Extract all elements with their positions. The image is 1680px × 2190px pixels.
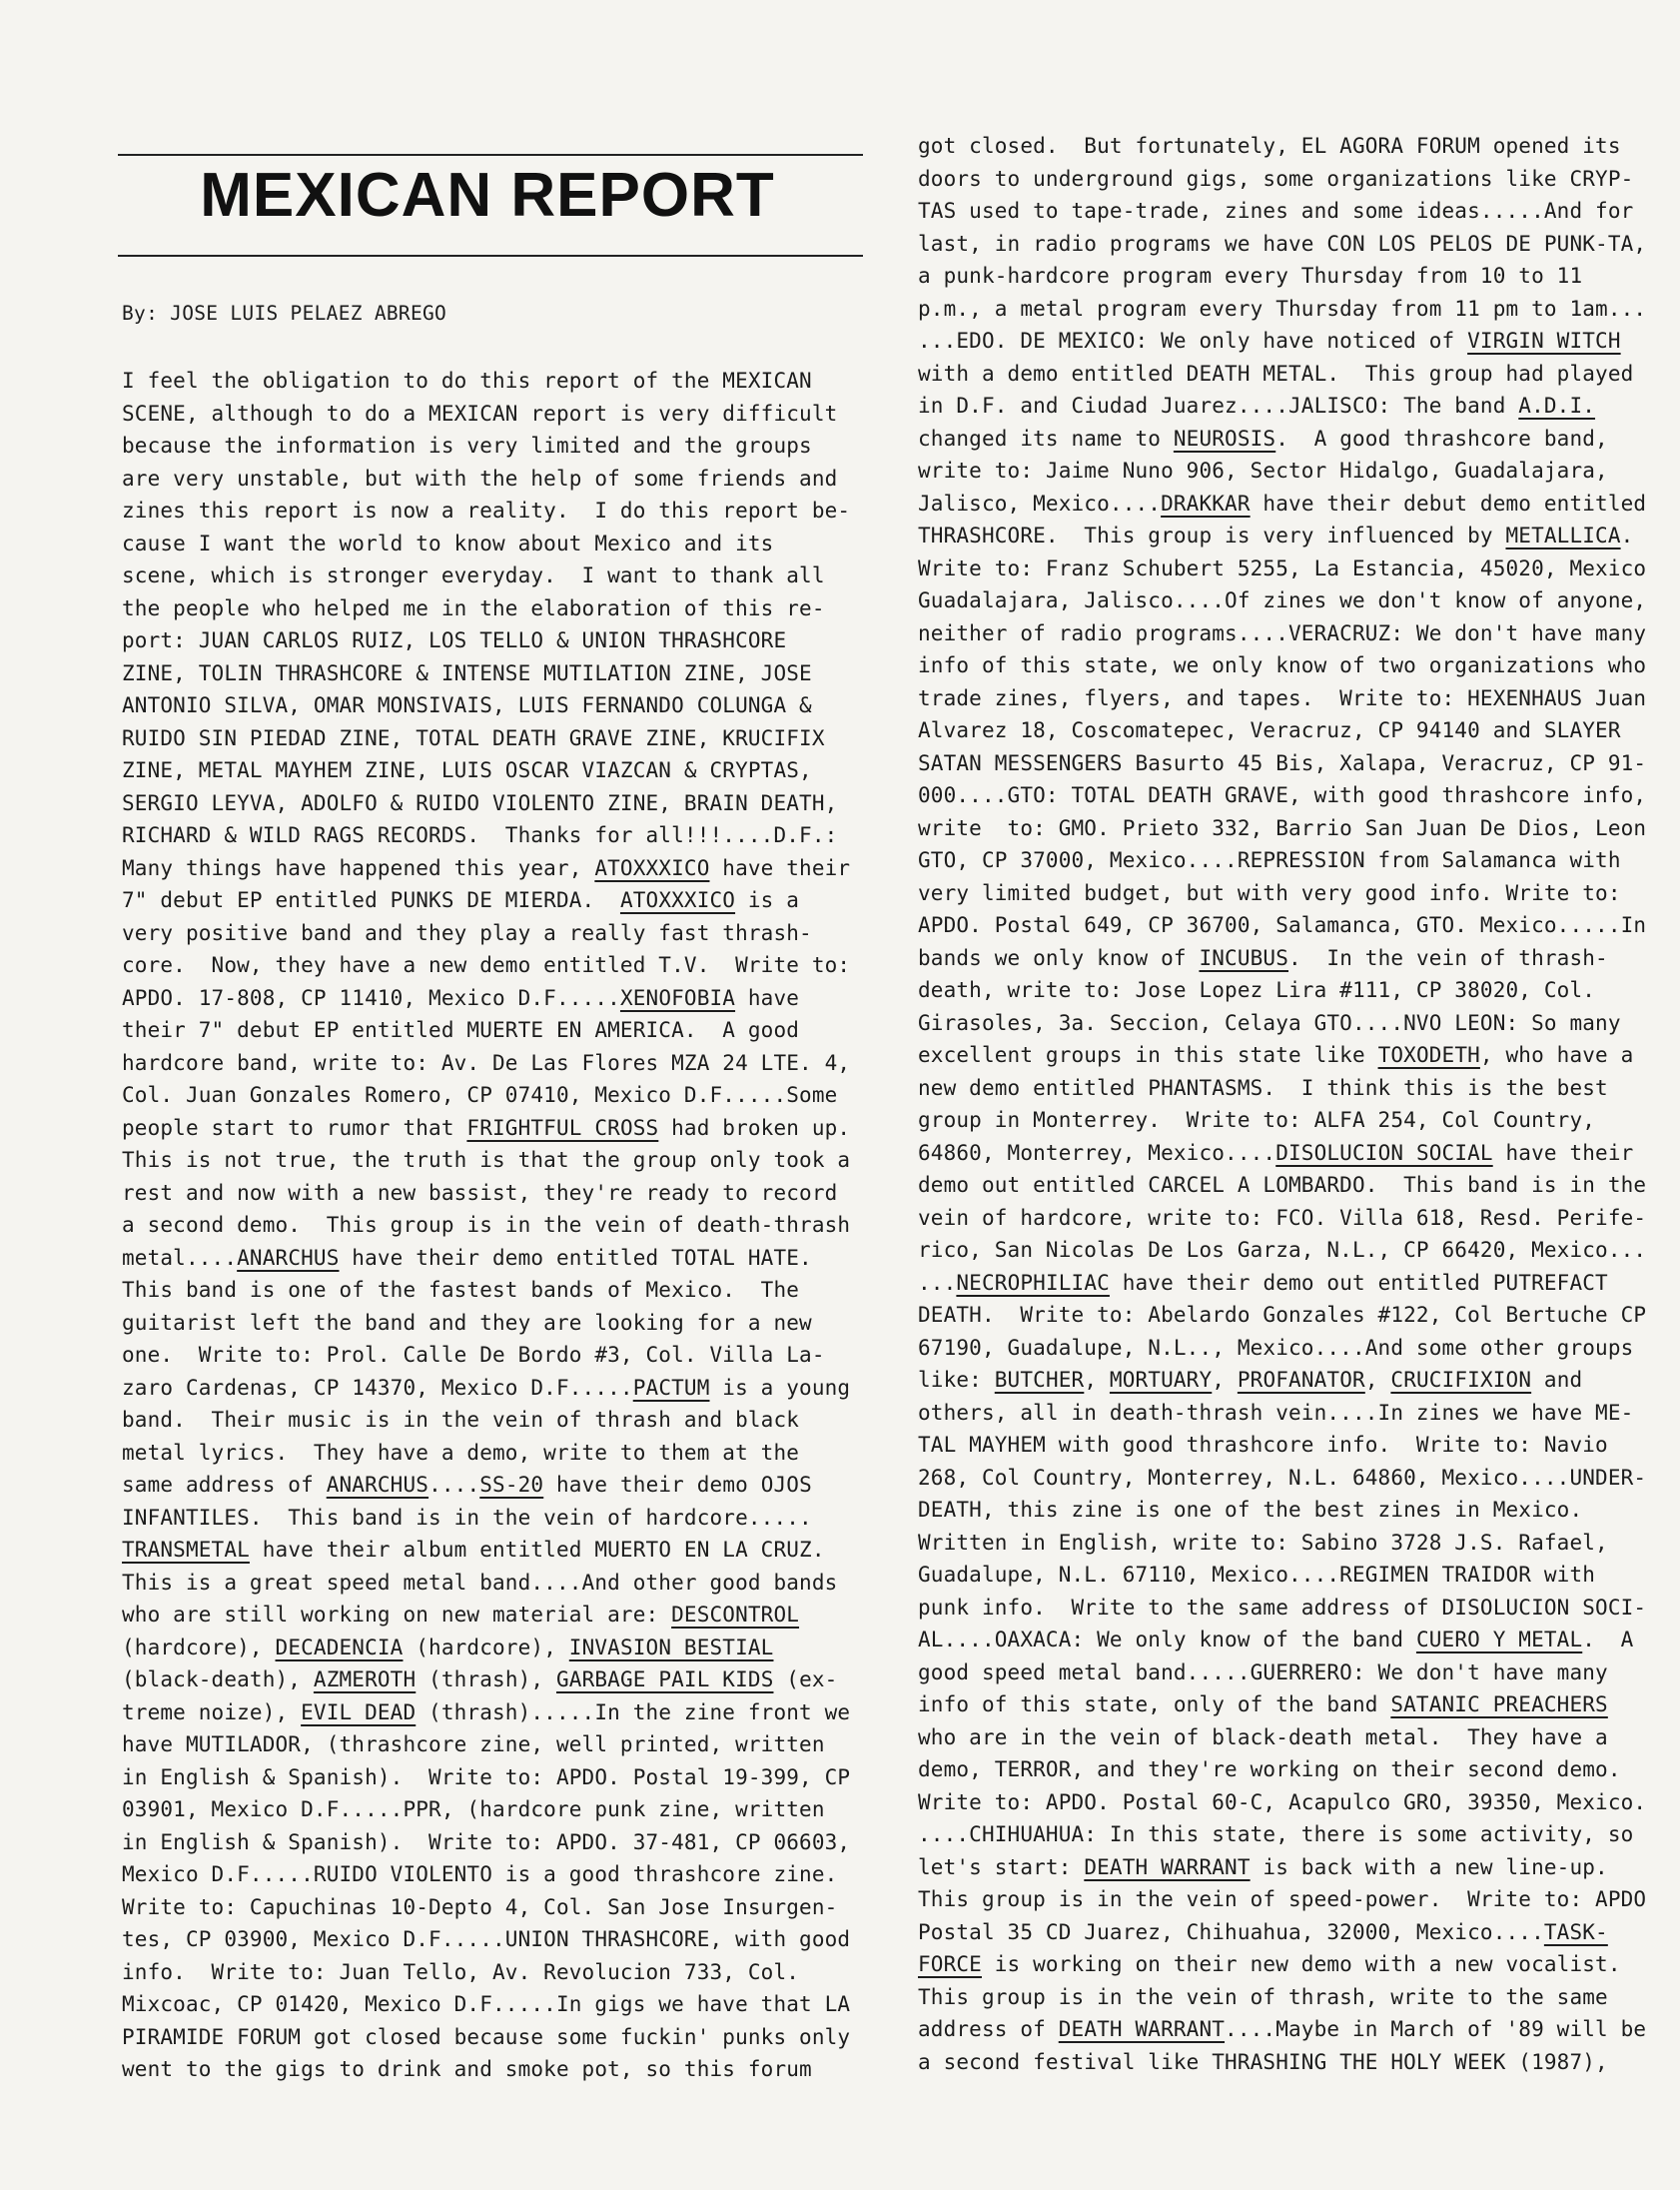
text-line: one. Write to: Prol. Calle De Bordo #3, Col. Villa La- [122,1343,825,1367]
text-line: metal lyrics. They have a demo, write to them at the [122,1440,800,1465]
underlined-band-name: SS-20 [479,1473,544,1497]
text-line: SATAN MESSENGERS Basurto 45 Bis, Xalapa, Veracruz, CP 91- [918,750,1647,775]
text-line: metal....ANARCHUS have their demo entitled TOTAL HATE. [122,1245,812,1270]
text-line: core. Now, they have a new demo entitled T.V. Write to: [122,953,851,977]
text-line: RUIDO SIN PIEDAD ZINE, TOTAL DEATH GRAVE ZINE, KRUCIFIX [122,725,825,750]
text-line: neither of radio programs....VERACRUZ: We don't have many [918,620,1647,645]
text-line: Guadalupe, N.L. 67110, Mexico....REGIMEN TRAIDOR with [918,1563,1596,1587]
text-line: very limited budget, but with very good info. Write to: [918,880,1621,905]
title-bottom-rule [118,255,863,257]
text-line: 7" debut EP entitled PUNKS DE MIERDA. ATOXXXICO is a [122,888,800,912]
text-line: Write to: APDO. Postal 60-C, Acapulco GRO, 39350, Mexico. [918,1789,1647,1814]
underlined-band-name: DECADENCIA [275,1635,404,1659]
text-line: a punk-hardcore program every Thursday from 10 to 11 [918,264,1583,288]
underlined-band-name: MORTUARY [1109,1368,1213,1392]
text-line: punk info. Write to the same address of DISOLUCION SOCI- [918,1595,1647,1620]
text-line: who are still working on new material are: DESCONTROL [122,1603,800,1627]
text-line: 67190, Guadalupe, N.L.., Mexico....And some other groups [918,1335,1634,1360]
underlined-band-name: FORCE [918,1952,982,1976]
underlined-band-name: BUTCHER [994,1368,1085,1392]
text-line: tes, CP 03900, Mexico D.F.....UNION THRASHCORE, with good [122,1927,851,1951]
text-line: DEATH, this zine is one of the best zines in Mexico. [918,1498,1583,1522]
text-line: Postal 35 CD Juarez, Chihuahua, 32000, Mexico....TASK- [918,1919,1608,1944]
underlined-band-name: PROFANATOR [1237,1368,1365,1392]
text-line: their 7" debut EP entitled MUERTE EN AMERICA. A good [122,1018,800,1042]
text-line: last, in radio programs we have CON LOS PELOS DE PUNK-TA, [918,231,1647,256]
text-line: people start to rumor that FRIGHTFUL CROSS had broken up. [122,1115,851,1140]
text-line: ZINE, TOLIN THRASHCORE & INTENSE MUTILATION ZINE, JOSE [122,660,812,685]
underlined-band-name: AZMEROTH [313,1667,417,1691]
text-line: p.m., a metal program every Thursday from 11 pm to 1am... [918,296,1647,321]
text-line: write to: Jaime Nuno 906, Sector Hidalgo, Guadalajara, [918,459,1608,483]
text-line: This group is in the vein of speed-power. Write to: APDO [918,1887,1647,1911]
text-line: address of DEATH WARRANT....Maybe in March of '89 will be [918,2017,1647,2041]
text-line: PIRAMIDE FORUM got closed because some fuckin' punks only [122,2024,851,2049]
text-line: Girasoles, 3a. Seccion, Celaya GTO....NVO LEON: So many [918,1010,1621,1035]
text-line: write to: GMO. Prieto 332, Barrio San Juan De Dios, Leon [918,815,1647,840]
text-line: in English & Spanish). Write to: APDO. Postal 19-399, CP [122,1764,851,1789]
text-line: bands we only know of INCUBUS. In the vein of thrash- [918,945,1608,970]
text-line: same address of ANARCHUS....SS-20 have their demo OJOS [122,1473,812,1497]
text-line: have MUTILADOR, (thrashcore zine, well printed, written [122,1732,825,1756]
underlined-band-name: PACTUM [632,1375,710,1400]
underlined-band-name: CRUCIFIXION [1390,1368,1532,1392]
text-line: scene, which is stronger everyday. I want to thank all [122,563,825,587]
left-column [122,365,850,2086]
text-line: hardcore band, write to: Av. De Las Flores MZA 24 LTE. 4, [122,1050,851,1075]
text-line: 000....GTO: TOTAL DEATH GRAVE, with good thrashcore info, [918,783,1647,807]
byline: By: JOSE LUIS PELAEZ ABREGO [122,302,447,325]
text-line: Many things have happened this year, ATOXXXICO have their [122,855,851,880]
text-line: band. Their music is in the vein of thrash and black [122,1408,800,1432]
text-line: APDO. 17-808, CP 11410, Mexico D.F.....XENOFOBIA have [122,985,800,1010]
text-line: TRANSMETAL have their album entitled MUERTO EN LA CRUZ. [122,1538,825,1562]
text-line: ....CHIHUAHUA: In this state, there is some activity, so [918,1822,1634,1846]
text-line: rico, San Nicolas De Los Garza, N.L., CP 66420, Mexico... [918,1238,1647,1262]
underlined-band-name: NEUROSIS [1173,426,1276,451]
text-line: are very unstable, but with the help of some friends and [122,466,838,491]
text-line: (black-death), AZMEROTH (thrash), GARBAGE PAIL KIDS (ex- [122,1667,838,1691]
underlined-band-name: INVASION BESTIAL [568,1635,774,1659]
text-line: I feel the obligation to do this report of the MEXICAN [122,369,812,393]
right-column [918,130,1646,2078]
text-line: Mixcoac, CP 01420, Mexico D.F.....In gigs we have that LA [122,1992,851,2016]
underlined-band-name: CUERO Y METAL [1415,1628,1583,1651]
text-line: good speed metal band.....GUERRERO: We don't have many [918,1659,1608,1684]
text-line: SCENE, although to do a MEXICAN report is very difficult [122,401,838,426]
text-line: got closed. But fortunately, EL AGORA FORUM opened its [918,134,1621,158]
text-line: doors to underground gigs, some organizations like CRYP- [918,166,1634,191]
text-line: Write to: Capuchinas 10-Depto 4, Col. San Jose Insurgen- [122,1894,838,1919]
text-line: Jalisco, Mexico....DRAKKAR have their debut demo entitled [918,491,1647,516]
underlined-band-name: INCUBUS [1199,945,1289,970]
text-line: others, all in death-thrash vein....In zines we have ME- [918,1400,1634,1425]
text-line: 268, Col Country, Monterrey, N.L. 64860, Mexico....UNDER- [918,1465,1647,1490]
text-line: new demo entitled PHANTASMS. I think this is the best [918,1075,1608,1100]
text-line: Write to: Franz Schubert 5255, La Estancia, 45020, Mexico [918,555,1647,580]
text-line: DEATH. Write to: Abelardo Gonzales #122, Col Bertuche CP [918,1303,1647,1327]
underlined-band-name: EVIL DEAD [301,1699,417,1724]
text-line: ANTONIO SILVA, OMAR MONSIVAIS, LUIS FERNANDO COLUNGA & [122,693,812,717]
text-line: group in Monterrey. Write to: ALFA 254, Col Country, [918,1108,1596,1132]
text-line: AL....OAXACA: We only know of the band CUERO Y METAL. A [918,1628,1634,1651]
underlined-band-name: DEATH WARRANT [1084,1854,1251,1879]
underlined-band-name: DESCONTROL [671,1603,800,1627]
text-line: trade zines, flyers, and tapes. Write to: HEXENHAUS Juan [918,685,1647,710]
text-line: treme noize), EVIL DEAD (thrash).....In the zine front we [122,1699,851,1724]
underlined-band-name: ANARCHUS [326,1473,429,1497]
text-line: a second festival like THRASHING THE HOLY WEEK (1987), [918,2049,1608,2074]
article-title: MEXICAN REPORT [200,161,775,230]
text-line: SERGIO LEYVA, ADOLFO & RUIDO VIOLENTO ZINE, BRAIN DEATH, [122,790,838,815]
text-line: ...NECROPHILIAC have their demo out entitled PUTREFACT [918,1270,1608,1295]
text-line: Written in English, write to: Sabino 3728 J.S. Rafael, [918,1530,1608,1555]
text-line: info of this state, only of the band SATANIC PREACHERS [918,1692,1608,1716]
text-line: INFANTILES. This band is in the vein of hardcore..... [122,1505,812,1530]
text-line: demo, TERROR, and they're working on their second demo. [918,1757,1621,1781]
text-line: with a demo entitled DEATH METAL. This group had played [918,361,1634,386]
text-line: excellent groups in this state like TOXODETH, who have a [918,1043,1634,1067]
text-line: went to the gigs to drink and smoke pot, so this forum [122,2057,812,2081]
title-top-rule [118,154,863,156]
text-line: death, write to: Jose Lopez Lira #111, CP 38020, Col. [918,978,1596,1002]
text-line: changed its name to NEUROSIS. A good thrashcore band, [918,426,1608,451]
text-line: info of this state, we only know of two organizations who [918,653,1647,677]
text-line: Alvarez 18, Coscomatepec, Veracruz, CP 94140 and SLAYER [918,718,1621,742]
text-line: zines this report is now a reality. I do this report be- [122,499,851,523]
text-line: GTO, CP 37000, Mexico....REPRESSION from Salamanca with [918,848,1621,872]
underlined-band-name: TOXODETH [1377,1043,1480,1067]
text-line: a second demo. This group is in the vein of death-thrash [122,1213,851,1237]
text-line: let's start: DEATH WARRANT is back with a new line-up. [918,1854,1608,1879]
text-line: Col. Juan Gonzales Romero, CP 07410, Mexico D.F.....Some [122,1083,838,1107]
text-line: (hardcore), DECADENCIA (hardcore), INVASION BESTIAL [122,1635,774,1659]
text-line: FORCE is working on their new demo with a new vocalist. [918,1952,1621,1976]
underlined-band-name: GARBAGE PAIL KIDS [556,1667,774,1691]
text-line: ZINE, METAL MAYHEM ZINE, LUIS OSCAR VIAZCAN & CRYPTAS, [122,758,812,782]
text-line: 03901, Mexico D.F.....PPR, (hardcore punk zine, written [122,1797,825,1821]
underlined-band-name: ATOXXXICO [619,888,736,912]
underlined-band-name: TRANSMETAL [122,1538,250,1562]
text-line: info. Write to: Juan Tello, Av. Revolucion 733, Col. [122,1959,800,1984]
text-line: Mexico D.F.....RUIDO VIOLENTO is a good thrashcore zine. [122,1862,838,1886]
underlined-band-name: NECROPHILIAC [956,1270,1110,1295]
text-line: THRASHCORE. This group is very influenced by METALLICA. [918,524,1634,548]
underlined-band-name: SATANIC PREACHERS [1390,1692,1608,1716]
underlined-band-name: ATOXXXICO [594,855,710,880]
text-line: guitarist left the band and they are looking for a new [122,1310,812,1335]
underlined-band-name: FRIGHTFUL CROSS [466,1115,659,1140]
text-line: like: BUTCHER, MORTUARY, PROFANATOR, CRUCIFIXION and [918,1368,1583,1392]
text-line: rest and now with a new bassist, they're ready to record [122,1180,838,1205]
underlined-band-name: TASK- [1543,1919,1608,1944]
text-line: in English & Spanish). Write to: APDO. 37-481, CP 06603, [122,1829,851,1854]
text-line: because the information is very limited and the groups [122,434,812,458]
text-line: very positive band and they play a really fast thrash- [122,920,812,945]
underlined-band-name: DISOLUCION SOCIAL [1275,1140,1493,1165]
text-line: ...EDO. DE MEXICO: We only have noticed of VIRGIN WITCH [918,329,1621,353]
text-line: TAS used to tape-trade, zines and some ideas.....And for [918,199,1634,223]
underlined-band-name: METALLICA [1505,524,1621,548]
text-line: RICHARD & WILD RAGS RECORDS. Thanks for all!!!....D.F.: [122,823,838,847]
text-line: This is a great speed metal band....And other good bands [122,1570,838,1595]
text-line: vein of hardcore, write to: FCO. Villa 618, Resd. Perife- [918,1205,1647,1230]
text-line: cause I want the world to know about Mexico and its [122,531,774,555]
text-line: the people who helped me in the elaboration of this re- [122,595,825,620]
text-line: This is not true, the truth is that the group only took a [122,1148,851,1172]
text-line: APDO. Postal 649, CP 36700, Salamanca, GTO. Mexico.....In [918,913,1647,937]
text-line: port: JUAN CARLOS RUIZ, LOS TELLO & UNION THRASHCORE [122,628,787,652]
text-line: zaro Cardenas, CP 14370, Mexico D.F.....PACTUM is a young [122,1375,851,1400]
text-line: demo out entitled CARCEL A LOMBARDO. This band is in the [918,1173,1647,1197]
text-line: 64860, Monterrey, Mexico....DISOLUCION SOCIAL have their [918,1140,1634,1165]
text-line: This group is in the vein of thrash, write to the same [918,1984,1608,2009]
text-line: in D.F. and Ciudad Juarez....JALISCO: The band A.D.I. [918,394,1596,418]
text-line: This band is one of the fastest bands of Mexico. The [122,1278,800,1302]
text-line: who are in the vein of black-death metal. They have a [918,1724,1608,1749]
underlined-band-name: VIRGIN WITCH [1467,329,1621,353]
text-line: Guadalajara, Jalisco....Of zines we don't know of anyone, [918,588,1647,612]
underlined-band-name: A.D.I. [1518,394,1596,418]
underlined-band-name: ANARCHUS [237,1245,340,1270]
underlined-band-name: XENOFOBIA [619,985,736,1010]
underlined-band-name: DRAKKAR [1161,491,1251,516]
text-line: TAL MAYHEM with good thrashcore info. Write to: Navio [918,1433,1608,1457]
underlined-band-name: DEATH WARRANT [1058,2017,1226,2041]
